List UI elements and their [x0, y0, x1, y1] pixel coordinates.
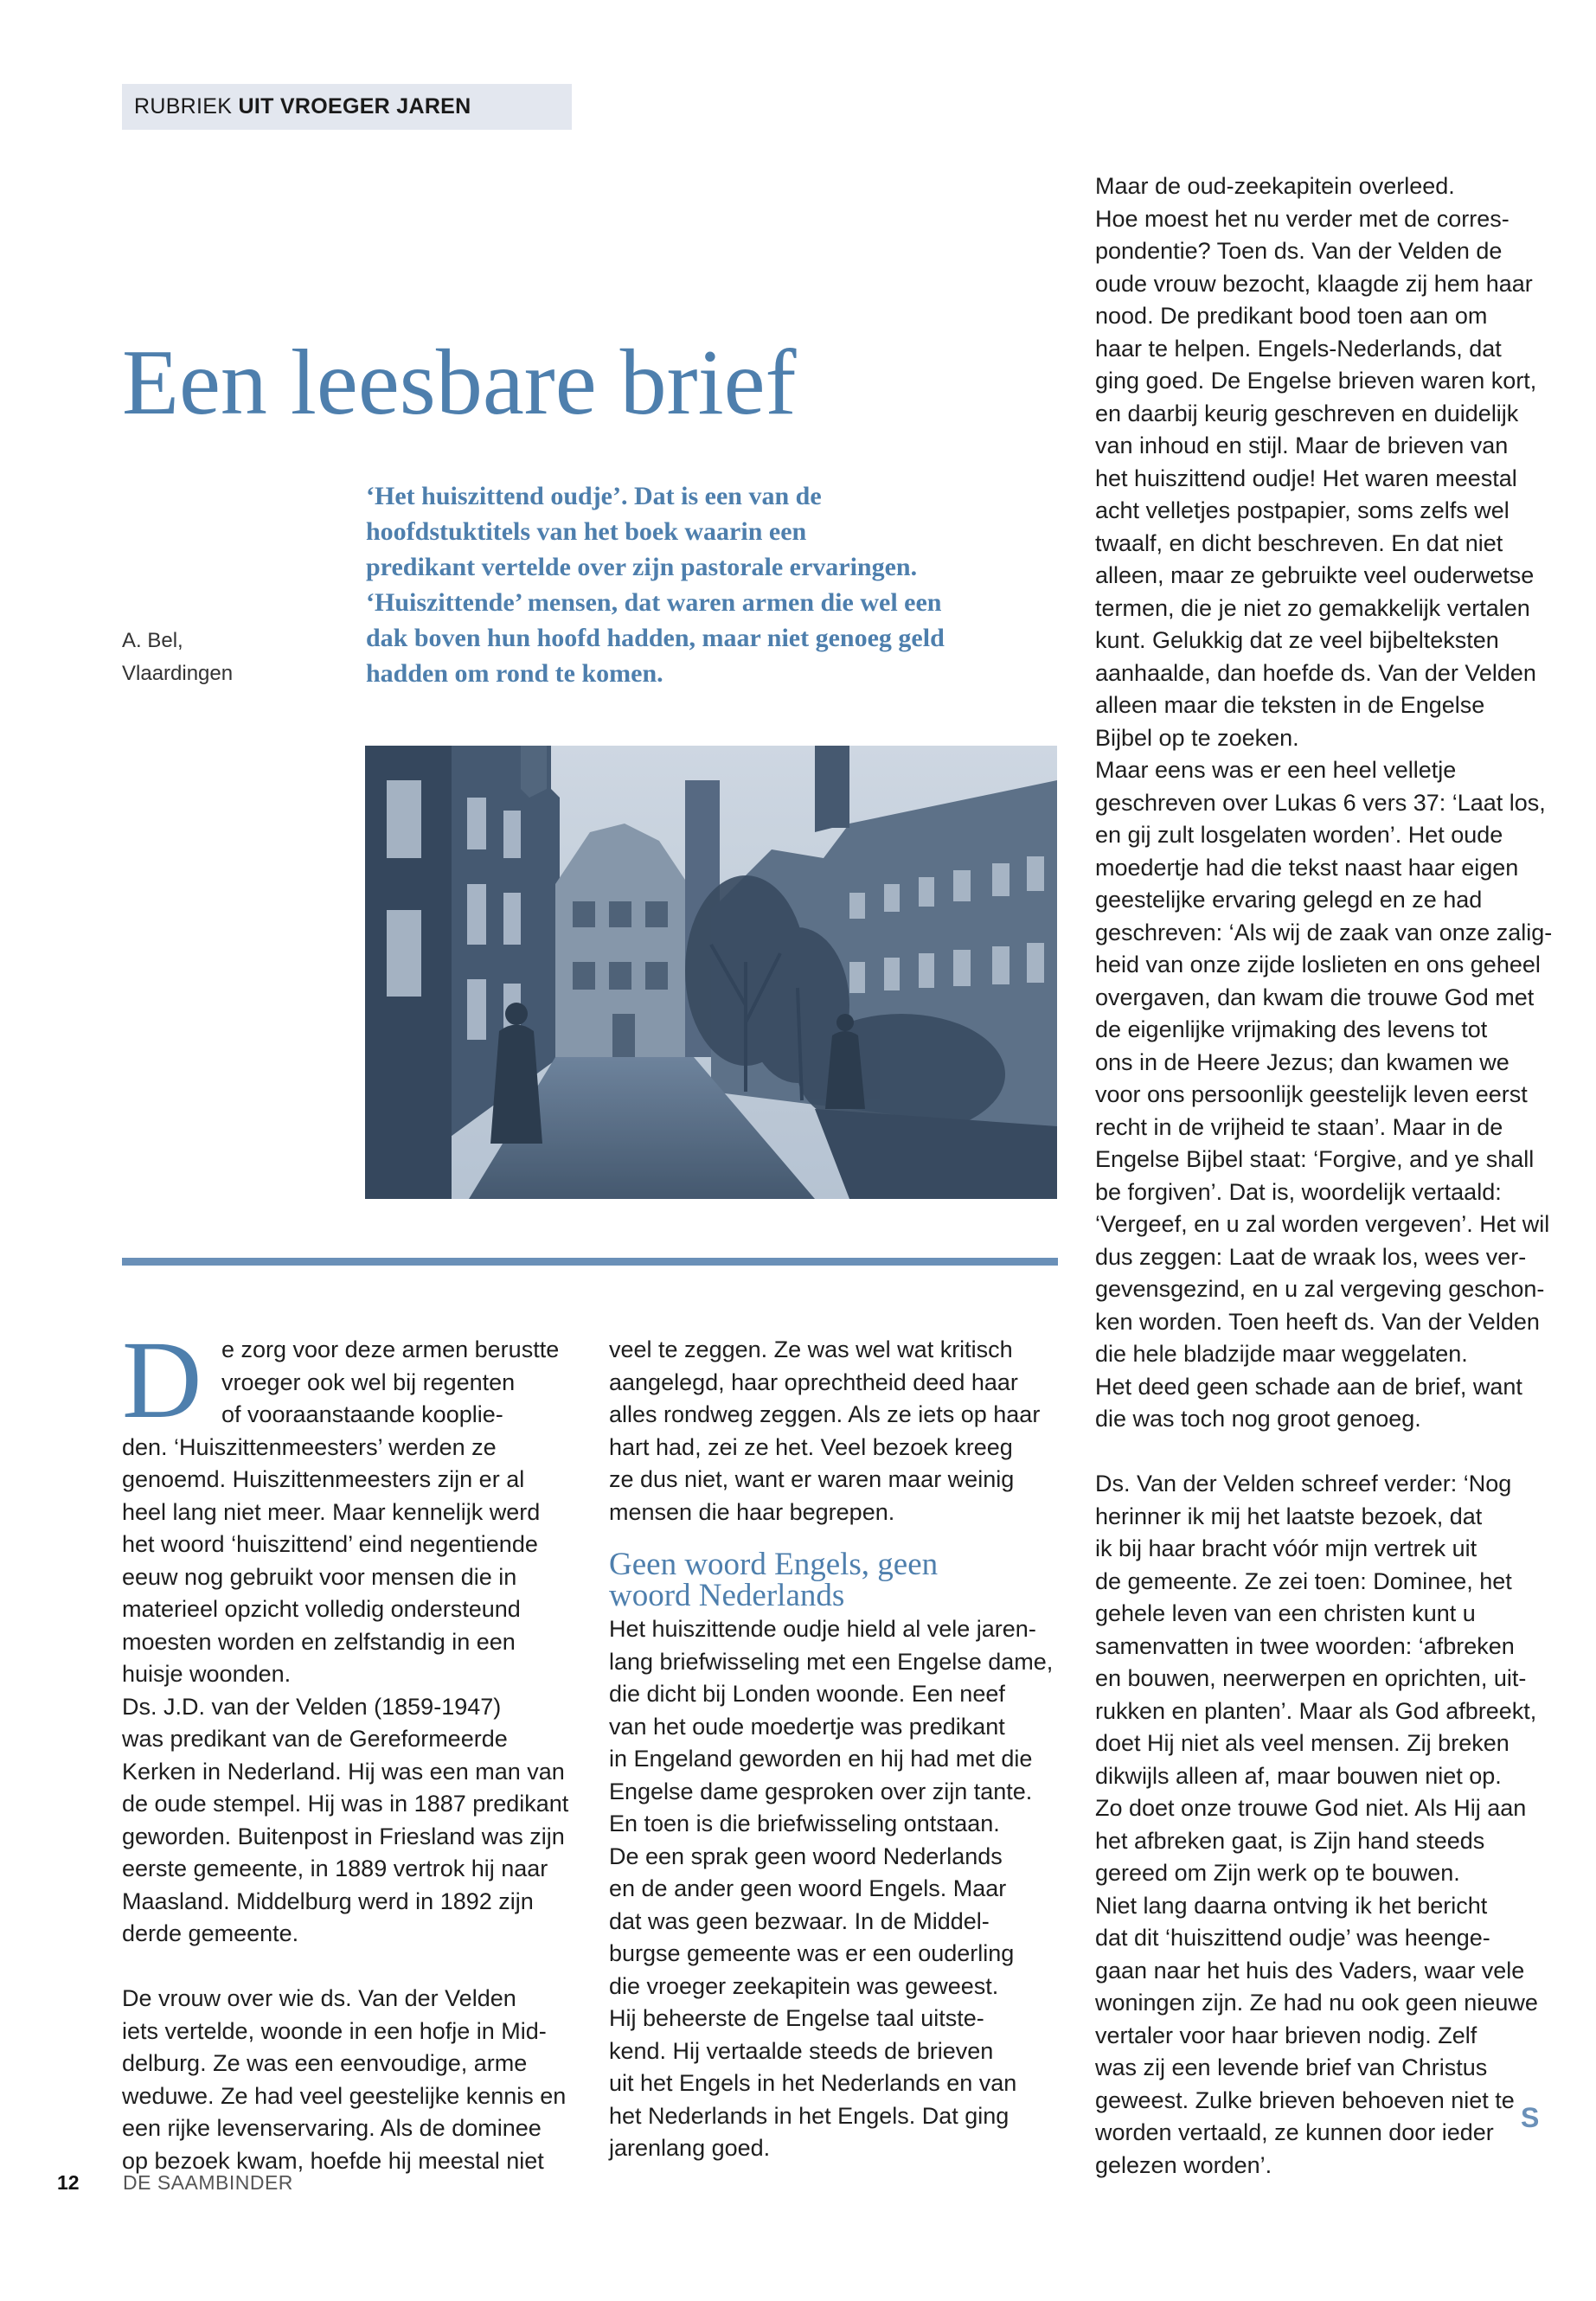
subheading-line: Geen woord Engels, geen: [609, 1547, 939, 1582]
text-line: aangelegd, haar oprechtheid deed haar: [609, 1368, 1018, 1395]
intro-line: ‘Het huiszittend oudje’. Dat is een van de: [366, 482, 822, 510]
text-line: materieel opzicht volledig ondersteund: [122, 1596, 521, 1622]
text-line: van het oude moedertje was predikant: [609, 1713, 1005, 1740]
text-line: eeuw nog gebruikt voor mensen die in: [122, 1563, 517, 1590]
text-line: Ds. Van der Velden schreef verder: ‘Nog: [1095, 1471, 1512, 1497]
text-line: acht velletjes postpapier, soms zelfs wel: [1095, 497, 1509, 523]
text-line: Engelse Bijbel staat: ‘Forgive, and ye shall: [1095, 1146, 1535, 1172]
text-line: iets vertelde, woonde in een hofje in Mid-: [122, 2017, 547, 2044]
text-line: en bouwen, neerwerpen en oprichten, uit-: [1095, 1665, 1527, 1691]
text-line: En toen is die briefwisseling ontstaan.: [609, 1811, 1000, 1836]
text-line: Zo doet onze trouwe God niet. Als Hij aan: [1095, 1795, 1527, 1821]
text-line: e zorg voor deze armen berustte: [221, 1336, 560, 1362]
text-line: De een sprak geen woord Nederlands: [609, 1843, 1003, 1869]
text-line: geschreven: ‘Als wij de zaak van onze zalig-: [1095, 919, 1553, 945]
text-line: geschreven over Lukas 6 vers 37: ‘Laat los,: [1095, 789, 1546, 816]
text-line: ging goed. De Engelse brieven waren kort,: [1095, 368, 1537, 394]
text-line: die vroeger zeekapitein was geweest.: [609, 1972, 999, 1999]
text-line: gevensgezind, en u zal vergeving geschon-: [1095, 1276, 1545, 1302]
text-line: vroeger ook wel bij regenten: [221, 1368, 516, 1395]
text-line: die dicht bij Londen woonde. Een neef: [609, 1681, 1005, 1707]
text-line: en gij zult losgelaten worden’. Het oude: [1095, 822, 1503, 848]
text-line: die hele bladzijde maar weggelaten.: [1095, 1341, 1468, 1367]
rubric-section: UIT VROEGER JAREN: [238, 94, 471, 119]
text-line: of vooraanstaande kooplie-: [221, 1401, 503, 1427]
text-line: ik bij haar bracht vóór mijn vertrek uit: [1095, 1535, 1477, 1561]
text-line: het huiszittend oudje! Het waren meestal: [1095, 465, 1517, 491]
text-line: Het huiszittende oudje hield al vele jaren-: [609, 1616, 1036, 1642]
text-line: Kerken in Nederland. Hij was een man van: [122, 1758, 565, 1785]
text-line: ken worden. Toen heeft ds. Van der Velden: [1095, 1308, 1540, 1335]
text-line: termen, die je niet zo gemakkelijk vertalen: [1095, 594, 1530, 621]
text-line: eerste gemeente, in 1889 vertrok hij naar: [122, 1856, 548, 1881]
byline: [122, 625, 278, 690]
text-line: Hij beheerste de Engelse taal uitste-: [609, 2005, 984, 2031]
text-line: heel lang niet meer. Maar kennelijk werd: [122, 1498, 541, 1525]
text-line: huisje woonden.: [122, 1661, 292, 1687]
text-line: de gemeente. Ze zei toen: Dominee, het: [1095, 1567, 1512, 1594]
subheading: [609, 1549, 1059, 1612]
text-line: genoemd. Huiszittenmeesters zijn er al: [122, 1466, 525, 1492]
text-line: Bijbel op te zoeken.: [1095, 724, 1299, 751]
text-line: derde gemeente.: [122, 1920, 299, 1946]
text-line: moedertje had die tekst naast haar eigen: [1095, 854, 1519, 881]
text-line: jarenlang goed.: [609, 2135, 771, 2161]
section-rubric: [122, 84, 572, 130]
subheading-line: woord Nederlands: [609, 1578, 845, 1613]
text-line: lang briefwisseling met een Engelse dame,: [609, 1648, 1054, 1675]
text-line: Hoe moest het nu verder met de corres-: [1095, 205, 1509, 232]
text-line: geworden. Buitenpost in Friesland was zijn: [122, 1823, 565, 1849]
text-line: ze dus niet, want er waren maar weinig: [609, 1466, 1015, 1492]
text-line: geestelijke ervaring gelegd en ze had: [1095, 887, 1483, 913]
text-line: en de ander geen woord Engels. Maar: [609, 1875, 1007, 1901]
courtyard-photo: [365, 746, 1057, 1199]
intro-line: dak boven hun hoofd hadden, maar niet genoeg geld: [366, 624, 945, 652]
text-line: worden vertaald, ze kunnen door ieder: [1095, 2119, 1494, 2145]
text-line: was predikant van de Gereformeerde: [122, 1726, 508, 1752]
page-footer: [57, 2170, 293, 2195]
text-line: Het deed geen schade aan de brief, want: [1095, 1373, 1522, 1400]
text-line: De vrouw over wie ds. Van der Velden: [122, 1985, 516, 2011]
text-line: van inhoud en stijl. Maar de brieven van: [1095, 433, 1509, 458]
text-line: hart had, zei ze het. Veel bezoek kreeg: [609, 1433, 1013, 1460]
text-line: uit het Engels in het Nederlands en van: [609, 2070, 1017, 2096]
text-line: op bezoek kwam, hoefde hij meestal niet: [122, 2147, 544, 2174]
column-3: [1095, 170, 1553, 2182]
text-line: Maar eens was er een heel velletje: [1095, 757, 1457, 783]
text-line: en daarbij keurig geschreven en duidelijk: [1095, 400, 1519, 426]
text-line: was zij een levende brief van Christus: [1095, 2054, 1488, 2080]
intro-line: hadden om rond te komen.: [366, 659, 663, 688]
text-line: Maar de oud-zeekapitein overleed.: [1095, 173, 1455, 199]
text-line: samenvatten in twee woorden: ‘afbreken: [1095, 1632, 1515, 1659]
text-line: gaan naar het huis des Vaders, waar vele: [1095, 1957, 1525, 1984]
text-line: alles rondweg zeggen. Als ze iets op haar: [609, 1401, 1041, 1427]
text-line: den. ‘Huiszittenmeesters’ werden ze: [122, 1433, 497, 1460]
section-divider: [122, 1258, 1058, 1266]
text-line: be forgiven’. Dat is, woordelijk vertaald:: [1095, 1178, 1502, 1205]
article-title: Een leesbare brief: [122, 331, 797, 434]
end-mark-icon: S: [1521, 2102, 1540, 2133]
text-line: dat was geen bezwaar. In de Middel-: [609, 1907, 990, 1934]
byline-place: Vlaardingen: [122, 662, 234, 685]
text-line: nood. De predikant bood toen aan om: [1095, 303, 1488, 329]
text-line: dat dit ‘huiszittend oudje’ was heenge-: [1095, 1925, 1490, 1951]
intro-lead: [366, 478, 1058, 691]
text-line: dus zeggen: Laat de wraak los, wees ver-: [1095, 1243, 1527, 1270]
page-number: 12: [57, 2171, 80, 2194]
text-line: het woord ‘huiszittend’ eind negentiende: [122, 1531, 538, 1557]
paragraph-gap: [1095, 1436, 1545, 1469]
drop-cap: D: [122, 1318, 202, 1441]
text-line: Ds. J.D. van der Velden (1859-1947): [122, 1693, 502, 1720]
text-line: gereed om Zijn werk op te bouwen.: [1095, 1860, 1460, 1886]
text-line: Maasland. Middelburg werd in 1892 zijn: [122, 1888, 534, 1914]
text-line: het afbreken gaat, is Zijn hand steeds: [1095, 1827, 1485, 1854]
text-line: de oude stempel. Hij was in 1887 predikant: [122, 1791, 569, 1817]
text-line: gehele leven van een christen kunt u: [1095, 1600, 1476, 1626]
text-line: aanhaalde, dan hoefde ds. Van der Velden: [1095, 659, 1536, 686]
rubric-label: RUBRIEK: [134, 94, 233, 119]
text-line: alleen, maar ze gebruikte veel ouderwetse: [1095, 562, 1535, 588]
intro-line: ‘Huiszittende’ mensen, dat waren armen die wel een: [366, 588, 942, 617]
byline-author: A. Bel,: [122, 629, 183, 652]
paragraph-gap: [122, 1951, 572, 1984]
text-line: in Engeland geworden en hij had met die: [609, 1746, 1033, 1772]
text-line: woningen zijn. Ze had nu ook geen nieuwe: [1095, 1990, 1538, 2016]
text-line: een rijke levenservaring. Als de dominee: [122, 2115, 542, 2141]
text-line: ‘Vergeef, en u zal worden vergeven’. Het wil: [1095, 1211, 1550, 1237]
text-line: moesten worden en zelfstandig in een: [122, 1628, 516, 1655]
text-line: gelezen worden’.: [1095, 2151, 1272, 2178]
text-line: voor ons persoonlijk geestelijk leven eerst: [1095, 1081, 1528, 1107]
text-line: Niet lang daarna ontving ik het bericht: [1095, 1892, 1488, 1919]
text-line: delburg. Ze was een eenvoudige, arme: [122, 2050, 528, 2076]
text-line: doet Hij niet als veel mensen. Zij breken: [1095, 1730, 1509, 1756]
intro-line: hoofdstuktitels van het boek waarin een: [366, 517, 807, 546]
text-line: burgse gemeente was er een ouderling: [609, 1940, 1015, 1966]
text-line: die was toch nog groot genoeg.: [1095, 1406, 1421, 1432]
text-line: geweest. Zulke brieven behoeven niet te: [1095, 2086, 1515, 2113]
text-line: weduwe. Ze had veel geestelijke kennis en: [122, 2082, 567, 2109]
text-line: veel te zeggen. Ze was wel wat kritisch: [609, 1336, 1013, 1362]
column-2: [609, 1334, 1059, 2165]
text-line: heid van onze zijde loslieten en ons geheel: [1095, 952, 1541, 977]
text-line: kunt. Gelukkig dat ze veel bijbelteksten: [1095, 627, 1499, 653]
text-line: haar te helpen. Engels-Nederlands, dat: [1095, 335, 1502, 362]
text-line: twaalf, en dicht beschreven. En dat niet: [1095, 529, 1503, 556]
text-line: de eigenlijke vrijmaking des levens tot: [1095, 1016, 1488, 1042]
text-line: herinner ik mij het laatste bezoek, dat: [1095, 1503, 1483, 1529]
text-line: het Nederlands in het Engels. Dat ging: [609, 2102, 1010, 2129]
text-line: ons in de Heere Jezus; dan kwamen we: [1095, 1048, 1509, 1075]
text-line: dikwijls alleen af, maar bouwen niet op.: [1095, 1762, 1502, 1789]
column-1: [122, 1318, 572, 2177]
text-line: alleen maar die teksten in de Engelse: [1095, 692, 1485, 718]
text-line: vertaler voor haar brieven nodig. Zelf: [1095, 2022, 1477, 2048]
text-line: Engelse dame gesproken over zijn tante.: [609, 1778, 1033, 1804]
text-line: kend. Hij vertaalde steeds de brieven: [609, 2037, 994, 2064]
text-line: recht in de vrijheid te staan’. Maar in de: [1095, 1113, 1503, 1140]
text-line: rukken en planten’. Maar als God afbreekt,: [1095, 1697, 1537, 1724]
intro-line: predikant vertelde over zijn pastorale ervaringen.: [366, 553, 918, 581]
magazine-name: DE SAAMBINDER: [122, 2171, 293, 2194]
text-line: oude vrouw bezocht, klaagde zij hem haar: [1095, 270, 1533, 297]
text-line: overgaven, dan kwam die trouwe God met: [1095, 984, 1535, 1010]
text-line: pondentie? Toen ds. Van der Velden de: [1095, 238, 1503, 264]
text-line: mensen die haar begrepen.: [609, 1498, 895, 1525]
